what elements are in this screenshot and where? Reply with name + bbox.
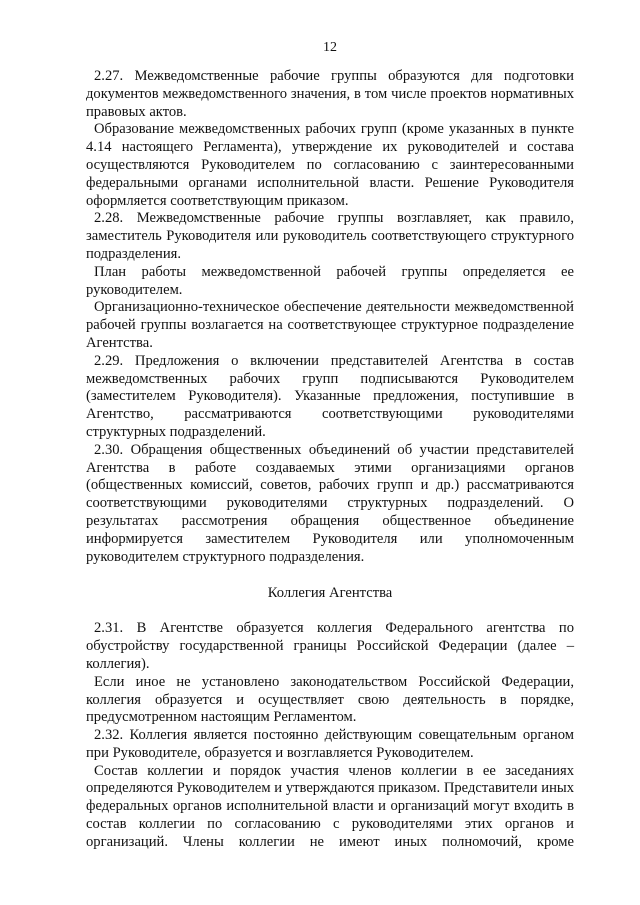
paragraph-2-30: 2.30. Обращения общественных объединений об участии представителей Агентства в работе создаваемых этими организациями органов (общественных комиссий, советов, рабочих групп и др.) рассматриваются соответствующими руководителями структурных подразделений. О результатах рассмотрения обращения общественное объединение информируется заместителем Руководителя или уполномоченным руководителем структурного подразделения. [86, 441, 574, 565]
paragraph-technical-support: Организационно-техническое обеспечение деятельности межведомственной рабочей группы возлагается на соответствующее структурное подразделение Агентства. [86, 299, 574, 351]
paragraph-collegium-composition: Состав коллегии и порядок участия членов коллегии в ее заседаниях определяются Руководителем и утверждаются приказом. Представители иных федеральных органов исполнительной власти и организаций могут входить в состав коллегии по согласованию с руководителями этих органов и организаций. Члены коллегии не имеют иных полномочий, кроме [86, 762, 574, 850]
paragraph-2-27: 2.27. Межведомственные рабочие группы образуются для подготовки документов межведомственного значения, в том числе проектов нормативных правовых актов. [86, 68, 574, 120]
paragraph-work-plan: План работы межведомственной рабочей группы определяется ее руководителем. [86, 263, 574, 298]
paragraph-working-groups-formation: Образование межведомственных рабочих групп (кроме указанных в пункте 4.14 настоящего Регламента), утверждение их руководителей и состава осуществляются Руководителем по согласованию с заинтересованными федеральными органами исполнительной власти. Решение Руководителя оформляется соответствующим приказом. [86, 121, 574, 209]
paragraph-2-29: 2.29. Предложения о включении представителей Агентства в состав межведомственных рабочих групп подписываются Руководителем (заместителем Руководителя). Указанные предложения, поступившие в Агентство, рассматриваются соответствующими руководителями структурных подразделений. [86, 352, 574, 440]
page-number: 12 [323, 40, 337, 55]
paragraph-collegium-legal-basis: Если иное не установлено законодательством Российской Федерации, коллегия образуется и осуществляет свою деятельность в порядке, предусмотренном настоящим Регламентом. [86, 673, 574, 726]
paragraph-2-28: 2.28. Межведомственные рабочие группы возглавляет, как правило, заместитель Руководителя или руководитель соответствующего структурного подразделения. [86, 210, 574, 262]
paragraph-2-31: 2.31. В Агентстве образуется коллегия Федерального агентства по обустройству государственной границы Российской Федерации (далее – коллегия). [86, 620, 574, 672]
paragraph-2-32: 2.32. Коллегия является постоянно действующим совещательным органом при Руководителе, образуется и возглавляется Руководителем. [86, 727, 574, 761]
document-body [86, 68, 574, 852]
section-heading: Коллегия Агентства [267, 585, 393, 602]
